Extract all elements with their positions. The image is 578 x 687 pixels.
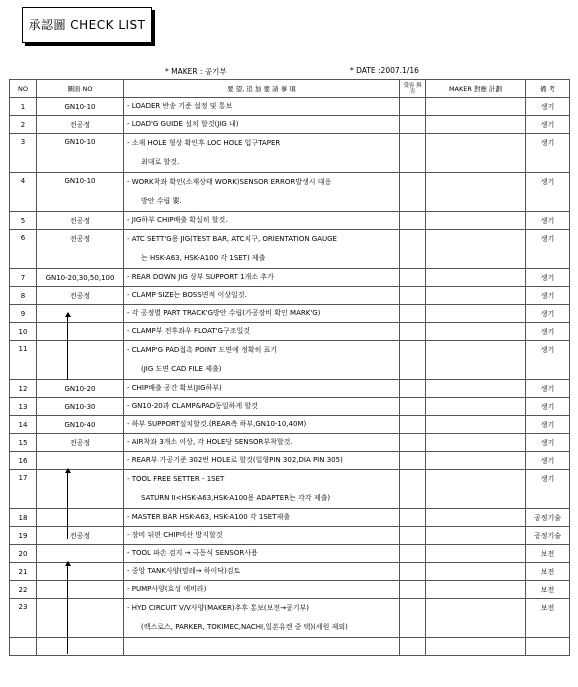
- row-number: 20: [10, 545, 37, 563]
- drawing-no: 전공정: [37, 116, 124, 134]
- requirement-description: [124, 116, 400, 134]
- row-number: 4: [10, 173, 37, 212]
- description-line: - GN10-20과 CLAMP&PAD동일하게 할것: [127, 402, 258, 410]
- acceptance-cell: [400, 98, 426, 116]
- requirement-description: [124, 212, 400, 230]
- drawing-no: 전공정: [37, 527, 124, 545]
- remark-cell: 공정기술: [526, 509, 570, 527]
- description-line: - ATC SETT'G용 JIG(TEST BAR, ATC치구, ORIENTATION GAUGE: [127, 235, 337, 243]
- acceptance-cell: [400, 452, 426, 470]
- remark-cell: 생기: [526, 230, 570, 269]
- table-row: [10, 98, 570, 116]
- drawing-no: 전공정: [37, 287, 124, 305]
- maker-plan-cell: [426, 323, 526, 341]
- drawing-no: [37, 305, 124, 323]
- remark-cell: 생기: [526, 470, 570, 509]
- description-line: - 각 공정별 PART TRACK'G방안 수립(가공장비 확인 MARK'G): [127, 309, 321, 317]
- date-info: * DATE :2007.1/16: [350, 66, 419, 75]
- maker-plan-cell: [426, 269, 526, 287]
- table-row: [10, 434, 570, 452]
- row-number: 16: [10, 452, 37, 470]
- table-header-row: [10, 80, 570, 98]
- acceptance-cell: [400, 416, 426, 434]
- drawing-no: GN10-20: [37, 380, 124, 398]
- acceptance-cell: [400, 434, 426, 452]
- acceptance-cell: [400, 599, 426, 638]
- requirement-description: [124, 416, 400, 434]
- description-line: - 하부 SUPPORT설치할것.(REAR측 하부,GN10-10,40M): [127, 420, 307, 428]
- maker-plan-cell: [426, 305, 526, 323]
- row-number: 13: [10, 398, 37, 416]
- row-number: 18: [10, 509, 37, 527]
- description-line: - CLAMP'G PAD접촉 POINT 도면에 정확히 표기: [127, 346, 278, 354]
- acceptance-cell: [400, 581, 426, 599]
- requirement-description: [124, 452, 400, 470]
- remark-cell: 생기: [526, 434, 570, 452]
- maker-plan-cell: [426, 545, 526, 563]
- drawing-no: [37, 638, 124, 656]
- remark-cell: 생기: [526, 116, 570, 134]
- remark-cell: 생기: [526, 134, 570, 173]
- requirement-description: [124, 98, 400, 116]
- drawing-no: [37, 452, 124, 470]
- requirement-description: [124, 581, 400, 599]
- drawing-no: GN10-30: [37, 398, 124, 416]
- row-number: [10, 638, 37, 656]
- description-line: - WORK착좌 확인(소재상태 WORK)SENSOR ERROR발생시 대응: [127, 178, 332, 186]
- description-line: 는 HSK-A63, HSK-A100 각 1SET) 제출: [141, 254, 266, 262]
- description-line: - CHIP배출 공간 확보(JIG하부): [127, 384, 222, 392]
- acceptance-cell: [400, 341, 426, 380]
- row-number: 22: [10, 581, 37, 599]
- acceptance-cell: [400, 398, 426, 416]
- remark-cell: 생기: [526, 416, 570, 434]
- remark-cell: 생기: [526, 452, 570, 470]
- maker-plan-cell: [426, 134, 526, 173]
- remark-cell: 보전: [526, 599, 570, 638]
- remark-cell: 보전: [526, 581, 570, 599]
- drawing-no: [37, 581, 124, 599]
- header-requirements: 要 望, 追 加 要 請 事 項: [124, 80, 400, 98]
- table-row: [10, 305, 570, 323]
- table-row: [10, 599, 570, 638]
- row-number: 7: [10, 269, 37, 287]
- requirement-description: [124, 134, 400, 173]
- continuation-arrow: [67, 313, 68, 380]
- table-row: [10, 212, 570, 230]
- description-line: (렉스로스, PARKER, TOKIMEC,NACHI,일본유켄 중 택)(세원 제외): [141, 623, 348, 631]
- acceptance-cell: [400, 545, 426, 563]
- requirement-description: [124, 545, 400, 563]
- requirement-description: [124, 599, 400, 638]
- maker-plan-cell: [426, 509, 526, 527]
- maker-plan-cell: [426, 212, 526, 230]
- table-row: [10, 341, 570, 380]
- description-line: 최대로 할것.: [141, 158, 180, 166]
- requirement-description: [124, 173, 400, 212]
- row-number: 10: [10, 323, 37, 341]
- row-number: 21: [10, 563, 37, 581]
- acceptance-cell: [400, 212, 426, 230]
- remark-cell: 생기: [526, 380, 570, 398]
- requirement-description: [124, 638, 400, 656]
- check-list-table: [9, 79, 570, 656]
- description-line: 방안 수립 要.: [141, 197, 182, 205]
- maker-plan-cell: [426, 638, 526, 656]
- acceptance-cell: [400, 173, 426, 212]
- drawing-no: [37, 599, 124, 638]
- row-number: 11: [10, 341, 37, 380]
- drawing-no: GN10-10: [37, 173, 124, 212]
- drawing-no: [37, 341, 124, 380]
- drawing-no: [37, 323, 124, 341]
- maker-plan-cell: [426, 470, 526, 509]
- description-line: - REAR부 가공기준 302번 HOLE로 할것(일형PIN 302,DIA PIN 305): [127, 456, 343, 464]
- description-line: - TOOL 파손 검지 → 극동식 SENSOR사용: [127, 549, 258, 557]
- row-number: 1: [10, 98, 37, 116]
- remark-cell: 생기: [526, 323, 570, 341]
- drawing-no: [37, 509, 124, 527]
- requirement-description: [124, 398, 400, 416]
- remark-cell: 보전: [526, 545, 570, 563]
- remark-cell: 공정기술: [526, 527, 570, 545]
- description-line: - CLAMP SIZE는 BOSS면적 이상일것.: [127, 291, 247, 299]
- maker-plan-cell: [426, 434, 526, 452]
- drawing-no: 전공정: [37, 230, 124, 269]
- drawing-no: GN10-10: [37, 134, 124, 173]
- description-line: - PUMP사양(효성 에비라): [127, 585, 207, 593]
- document-title: 承認圖 CHECK LIST: [22, 7, 152, 43]
- maker-plan-cell: [426, 287, 526, 305]
- description-line: - REAR DOWN JIG 상부 SUPPORT 1개소 추가: [127, 273, 274, 281]
- table-row: [10, 452, 570, 470]
- drawing-no: [37, 470, 124, 509]
- table-row: [10, 287, 570, 305]
- row-number: 5: [10, 212, 37, 230]
- table-row: [10, 509, 570, 527]
- table-row: [10, 470, 570, 509]
- maker-info: * MAKER : 공기부: [165, 67, 227, 76]
- acceptance-cell: [400, 323, 426, 341]
- maker-plan-cell: [426, 230, 526, 269]
- maker-plan-cell: [426, 398, 526, 416]
- requirement-description: [124, 269, 400, 287]
- row-number: 23: [10, 599, 37, 638]
- drawing-no: 전공정: [37, 434, 124, 452]
- remark-cell: 생기: [526, 305, 570, 323]
- table-row: [10, 581, 570, 599]
- table-row: [10, 545, 570, 563]
- requirement-description: [124, 434, 400, 452]
- description-line: - AIR착좌 3개소 이상, 각 HOLE당 SENSOR부착할것.: [127, 438, 293, 446]
- acceptance-cell: [400, 230, 426, 269]
- requirement-description: [124, 563, 400, 581]
- acceptance-cell: [400, 116, 426, 134]
- description-line: (JIG 도면 CAD FILE 제출): [141, 365, 222, 373]
- remark-cell: 생기: [526, 269, 570, 287]
- maker-plan-cell: [426, 416, 526, 434]
- maker-plan-cell: [426, 116, 526, 134]
- table-row: [10, 380, 570, 398]
- requirement-description: [124, 527, 400, 545]
- table-row: [10, 134, 570, 173]
- remark-cell: 생기: [526, 173, 570, 212]
- description-line: - LOADER 반송 기준 설정 및 통보: [127, 102, 233, 110]
- maker-plan-cell: [426, 599, 526, 638]
- requirement-description: [124, 287, 400, 305]
- acceptance-cell: [400, 305, 426, 323]
- acceptance-cell: [400, 269, 426, 287]
- maker-plan-cell: [426, 452, 526, 470]
- continuation-arrow: [67, 469, 68, 539]
- header-acceptance: 受容 與否: [400, 80, 426, 98]
- description-line: - 소재 HOLE 형상 확인후 LOC HOLE 입구TAPER: [127, 139, 281, 147]
- drawing-no: GN10-20,30,50,100: [37, 269, 124, 287]
- remark-cell: 생기: [526, 212, 570, 230]
- requirement-description: [124, 323, 400, 341]
- remark-cell: 생기: [526, 287, 570, 305]
- acceptance-cell: [400, 380, 426, 398]
- requirement-description: [124, 230, 400, 269]
- description-line: - 장비 뒤편 CHIP비산 방지할것: [127, 531, 223, 539]
- table-row: [10, 269, 570, 287]
- maker-plan-cell: [426, 380, 526, 398]
- drawing-no: GN10-40: [37, 416, 124, 434]
- drawing-no: [37, 545, 124, 563]
- maker-plan-cell: [426, 98, 526, 116]
- remark-cell: [526, 638, 570, 656]
- maker-plan-cell: [426, 527, 526, 545]
- table-row: [10, 173, 570, 212]
- maker-plan-cell: [426, 581, 526, 599]
- remark-cell: 생기: [526, 398, 570, 416]
- row-number: 3: [10, 134, 37, 173]
- requirement-description: [124, 509, 400, 527]
- remark-cell: 생기: [526, 98, 570, 116]
- description-line: - HYD CIRCUIT V/V사양(MAKER)추후 통보(보전→공기부): [127, 604, 309, 612]
- table-row: [10, 416, 570, 434]
- table-row: [10, 230, 570, 269]
- description-line: - 중앙 TANK사양(말레→ 하이닥)검토: [127, 567, 241, 575]
- table-row: [10, 116, 570, 134]
- row-number: 12: [10, 380, 37, 398]
- drawing-no: [37, 563, 124, 581]
- continuation-arrow: [67, 562, 68, 654]
- description-line: SATURN II<HSK-A63,HSK-A100용 ADAPTER는 각각 제출): [141, 494, 331, 502]
- drawing-no: 전공정: [37, 212, 124, 230]
- acceptance-cell: [400, 470, 426, 509]
- acceptance-cell: [400, 134, 426, 173]
- row-number: 19: [10, 527, 37, 545]
- row-number: 15: [10, 434, 37, 452]
- drawing-no: GN10-10: [37, 98, 124, 116]
- row-number: 17: [10, 470, 37, 509]
- requirement-description: [124, 470, 400, 509]
- header-no: NO: [10, 80, 37, 98]
- table-row: [10, 638, 570, 656]
- description-line: - JIG하부 CHIP배출 확실히 할것.: [127, 216, 228, 224]
- acceptance-cell: [400, 509, 426, 527]
- remark-cell: 생기: [526, 341, 570, 380]
- requirement-description: [124, 380, 400, 398]
- table-row: [10, 323, 570, 341]
- table-row: [10, 398, 570, 416]
- row-number: 6: [10, 230, 37, 269]
- row-number: 2: [10, 116, 37, 134]
- header-maker-plan: MAKER 對應 計劃: [426, 80, 526, 98]
- acceptance-cell: [400, 527, 426, 545]
- remark-cell: 보전: [526, 563, 570, 581]
- maker-plan-cell: [426, 563, 526, 581]
- description-line: - LOAD'G GUIDE 설치 할것(JIG 내): [127, 120, 239, 128]
- description-line: - TOOL FREE SETTER - 1SET: [127, 475, 225, 483]
- requirement-description: [124, 341, 400, 380]
- maker-plan-cell: [426, 341, 526, 380]
- requirement-description: [124, 305, 400, 323]
- acceptance-cell: [400, 287, 426, 305]
- table-row: [10, 527, 570, 545]
- row-number: 9: [10, 305, 37, 323]
- acceptance-cell: [400, 638, 426, 656]
- maker-plan-cell: [426, 173, 526, 212]
- description-line: - MASTER BAR HSK-A63, HSK-A100 각 1SET제출: [127, 513, 290, 521]
- row-number: 8: [10, 287, 37, 305]
- acceptance-cell: [400, 563, 426, 581]
- header-drawing-no: 圖面 NO: [37, 80, 124, 98]
- table-row: [10, 563, 570, 581]
- header-remarks: 備 考: [526, 80, 570, 98]
- row-number: 14: [10, 416, 37, 434]
- description-line: - CLAMP부 전후좌우 FLOAT'G구조일것: [127, 327, 250, 335]
